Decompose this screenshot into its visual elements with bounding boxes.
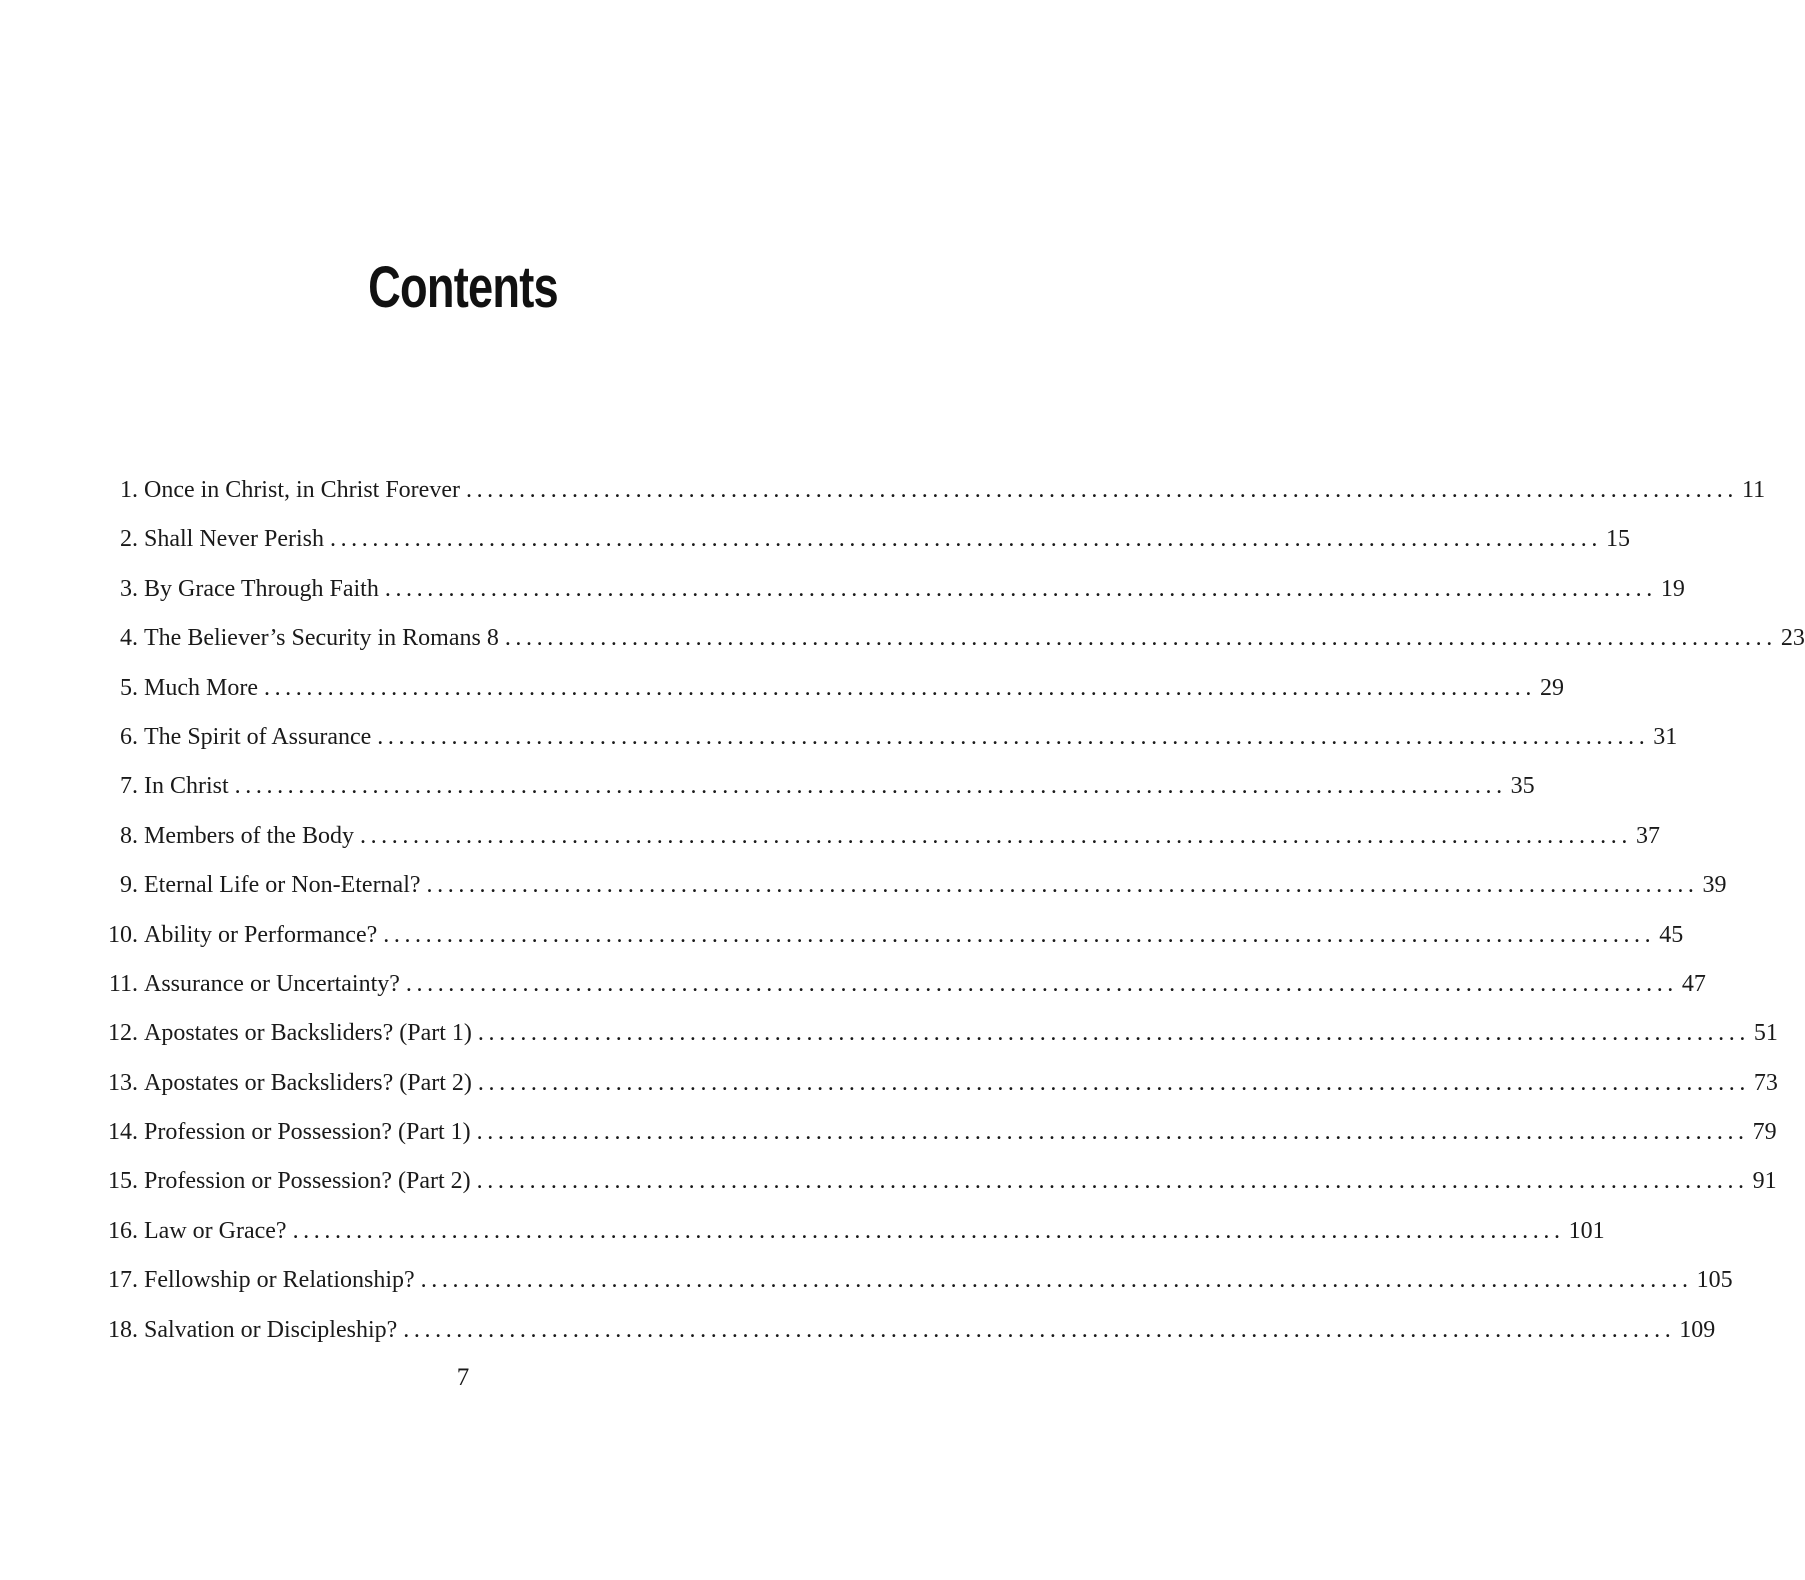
toc-entry-page: 79 — [1752, 1119, 1777, 1146]
toc-entry-page: 47 — [1681, 970, 1706, 997]
toc-entry — [100, 964, 1706, 1013]
toc-entry-page: 101 — [1568, 1217, 1605, 1244]
toc-dot-leader: ........................................................................................................................ — [477, 1020, 1750, 1047]
toc-entry — [100, 1161, 1777, 1210]
toc-entry-page: 51 — [1753, 1020, 1778, 1047]
toc-dot-leader: ........................................................................................................................ — [420, 1267, 1693, 1294]
toc-entry-number: 16. — [108, 1217, 138, 1244]
toc-entry-title: Assurance or Uncertainty? — [144, 970, 400, 997]
toc-entry-number: 13. — [108, 1069, 138, 1096]
toc-dot-leader: ........................................................................................................................ — [384, 575, 1657, 602]
toc-dot-leader: ........................................................................................................................ — [476, 1119, 1749, 1146]
toc-entry-page: 11 — [1741, 477, 1766, 503]
toc-entry-title: Shall Never Perish — [144, 526, 324, 553]
toc-entry-page: 105 — [1696, 1267, 1733, 1294]
toc-entry-title: Profession or Possession? (Part 1) — [144, 1119, 471, 1146]
page-title: Contents — [368, 255, 558, 320]
toc-entry-number: 14. — [108, 1119, 138, 1146]
toc-dot-leader: ........................................................................................................................ — [377, 723, 1650, 750]
toc-entry — [100, 1013, 1778, 1062]
toc-entry-page: 31 — [1653, 723, 1678, 750]
toc-entry-title: Salvation or Discipleship? — [144, 1316, 398, 1343]
toc-entry — [100, 470, 1766, 519]
toc-entry-number: 12. — [108, 1020, 138, 1047]
toc-entry-number: 9. — [120, 872, 138, 899]
toc-entry — [100, 1211, 1605, 1260]
toc-entry-page: 45 — [1659, 921, 1684, 948]
toc-dot-leader: ........................................................................................................................ — [405, 970, 1678, 997]
toc-dot-leader: ........................................................................................................................ — [477, 1069, 1750, 1096]
toc-entry-number: 3. — [120, 575, 138, 602]
toc-dot-leader: ........................................................................................................................ — [465, 477, 1738, 503]
toc-entry-page: 23 — [1780, 625, 1805, 652]
toc-entry-number: 2. — [120, 526, 138, 553]
toc-entry-title: The Spirit of Assurance — [144, 723, 372, 750]
toc-entry-page: 39 — [1702, 872, 1727, 899]
toc-entry-title: Once in Christ, in Christ Forever — [144, 477, 460, 503]
toc-entry-page: 73 — [1753, 1069, 1778, 1096]
toc-entry — [100, 618, 1805, 667]
toc-entry-title: Profession or Possession? (Part 2) — [144, 1168, 471, 1195]
toc-entry — [100, 668, 1564, 717]
toc-entry-title: Law or Grace? — [144, 1217, 287, 1244]
toc-entry-title: Ability or Performance? — [144, 921, 378, 948]
toc-entry-page: 19 — [1660, 575, 1685, 602]
toc-entry — [100, 1112, 1777, 1161]
toc-entry-number: 5. — [120, 674, 138, 701]
toc-dot-leader: ........................................................................................................................ — [234, 773, 1507, 800]
toc-dot-leader: ........................................................................................................................ — [504, 625, 1777, 652]
toc-dot-leader: ........................................................................................................................ — [292, 1217, 1565, 1244]
toc-entry-title: By Grace Through Faith — [144, 575, 379, 602]
toc-entry-page: 35 — [1510, 773, 1535, 800]
toc-entry — [100, 766, 1535, 815]
toc-dot-leader: ........................................................................................................................ — [476, 1168, 1749, 1195]
toc-entry — [100, 569, 1685, 618]
toc-entry-title: Fellowship or Relationship? — [144, 1267, 415, 1294]
toc-entry-title: Members of the Body — [144, 822, 354, 849]
toc-entry-page: 91 — [1752, 1168, 1777, 1195]
toc-entry — [100, 1063, 1778, 1112]
toc-entry-title: Much More — [144, 674, 258, 701]
toc-entry — [100, 519, 1630, 568]
toc-dot-leader: ........................................................................................................................ — [329, 526, 1602, 553]
toc-entry — [100, 816, 1660, 865]
toc-entry-number: 17. — [108, 1267, 138, 1294]
toc-entry-number: 15. — [108, 1168, 138, 1195]
toc-entry-number: 11. — [108, 970, 138, 997]
toc-entry — [100, 717, 1678, 766]
toc-entry-page: 109 — [1679, 1316, 1716, 1343]
toc-entry-title: Apostates or Backsliders? (Part 2) — [144, 1069, 472, 1096]
toc-entry-number: 18. — [108, 1316, 138, 1343]
toc-entry-page: 29 — [1539, 674, 1564, 701]
toc-entry-page: 15 — [1605, 526, 1630, 553]
toc-dot-leader: ........................................................................................................................ — [403, 1316, 1676, 1343]
toc-entry-title: Eternal Life or Non-Eternal? — [144, 872, 421, 899]
toc-entry-title: Apostates or Backsliders? (Part 1) — [144, 1020, 472, 1047]
toc-entry-number: 8. — [120, 822, 138, 849]
toc-entry-number: 4. — [120, 625, 138, 652]
toc-entry-title: The Believer’s Security in Romans 8 — [144, 625, 499, 652]
toc-entry — [100, 865, 1727, 914]
toc-dot-leader: ........................................................................................................................ — [426, 872, 1699, 899]
toc-entry-number: 1. — [120, 477, 138, 503]
table-of-contents — [100, 470, 1805, 1359]
toc-entry-number: 10. — [108, 921, 138, 948]
page-number: 7 — [456, 1364, 470, 1391]
toc-entry — [100, 1260, 1733, 1309]
toc-entry-page: 37 — [1635, 822, 1660, 849]
toc-entry — [100, 1310, 1716, 1359]
toc-dot-leader: ........................................................................................................................ — [263, 674, 1536, 701]
toc-entry-number: 7. — [120, 773, 138, 800]
toc-dot-leader: ........................................................................................................................ — [359, 822, 1632, 849]
toc-dot-leader: ........................................................................................................................ — [383, 921, 1656, 948]
toc-entry — [100, 915, 1684, 964]
toc-entry-number: 6. — [120, 723, 138, 750]
toc-entry-title: In Christ — [144, 773, 229, 800]
